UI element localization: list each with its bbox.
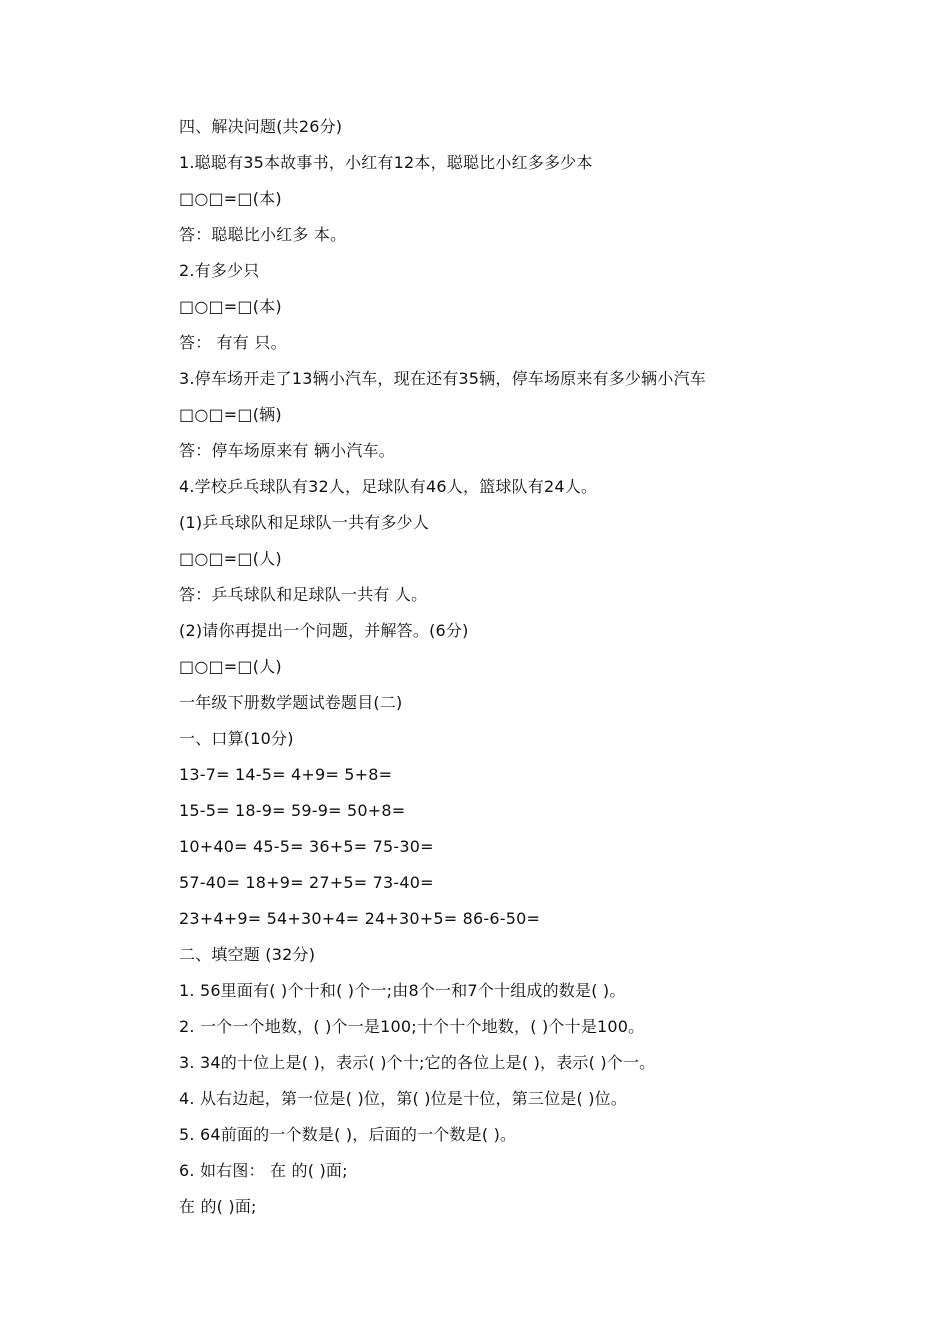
fill-blank-2: 2. 一个一个地数，( )个一是100;十个十个地数，( )个十是100。 — [179, 1017, 645, 1036]
question-4-text: 4.学校乒乓球队有32人，足球队有46人，篮球队有24人。 — [179, 477, 598, 496]
question-3-answer: 答：停车场原来有 辆小汽车。 — [179, 441, 395, 460]
question-3-text: 3.停车场开走了13辆小汽车，现在还有35辆，停车场原来有多少辆小汽车 — [179, 369, 706, 388]
question-4-part-2-equation: □○□=□(人) — [179, 657, 282, 676]
mental-math-row-1: 13-7= 14-5= 4+9= 5+8= — [179, 765, 393, 784]
section-heading-problem-solving: 四、解决问题(共26分) — [179, 117, 343, 136]
document-body — [179, 116, 899, 1232]
question-2-equation: □○□=□(本) — [179, 297, 282, 316]
exam-title-part-2: 一年级下册数学题试卷题目(二) — [179, 693, 403, 712]
fill-blank-5: 5. 64前面的一个数是( )，后面的一个数是( )。 — [179, 1125, 517, 1144]
section-heading-fill-blank: 二、填空题 (32分) — [179, 945, 316, 964]
section-heading-mental-math: 一、口算(10分) — [179, 729, 294, 748]
mental-math-row-4: 57-40= 18+9= 27+5= 73-40= — [179, 873, 434, 892]
question-4-part-1: (1)乒乓球队和足球队一共有多少人 — [179, 513, 430, 532]
fill-blank-1: 1. 56里面有( )个十和( )个一;由8个一和7个十组成的数是( )。 — [179, 981, 626, 1000]
fill-blank-4: 4. 从右边起，第一位是( )位，第( )位是十位，第三位是( )位。 — [179, 1089, 628, 1108]
question-1-text: 1.聪聪有35本故事书，小红有12本，聪聪比小红多多少本 — [179, 153, 593, 172]
mental-math-row-5: 23+4+9= 54+30+4= 24+30+5= 86-6-50= — [179, 909, 541, 928]
fill-blank-6: 6. 如右图： 在 的( )面; — [179, 1161, 348, 1180]
question-1-equation: □○□=□(本) — [179, 189, 282, 208]
question-4-part-1-equation: □○□=□(人) — [179, 549, 282, 568]
mental-math-row-3: 10+40= 45-5= 36+5= 75-30= — [179, 837, 434, 856]
question-1-answer: 答：聪聪比小红多 本。 — [179, 225, 347, 244]
question-2-answer: 答： 有有 只。 — [179, 333, 287, 352]
fill-blank-6-continued: 在 的( )面; — [179, 1197, 257, 1216]
question-3-equation: □○□=□(辆) — [179, 405, 282, 424]
question-4-part-1-answer: 答：乒乓球队和足球队一共有 人。 — [179, 585, 428, 604]
question-2-text: 2.有多少只 — [179, 261, 260, 280]
fill-blank-3: 3. 34的十位上是( )，表示( )个十;它的各位上是( )，表示( )个一。 — [179, 1053, 656, 1072]
question-4-part-2: (2)请你再提出一个问题，并解答。(6分) — [179, 621, 469, 640]
mental-math-row-2: 15-5= 18-9= 59-9= 50+8= — [179, 801, 406, 820]
